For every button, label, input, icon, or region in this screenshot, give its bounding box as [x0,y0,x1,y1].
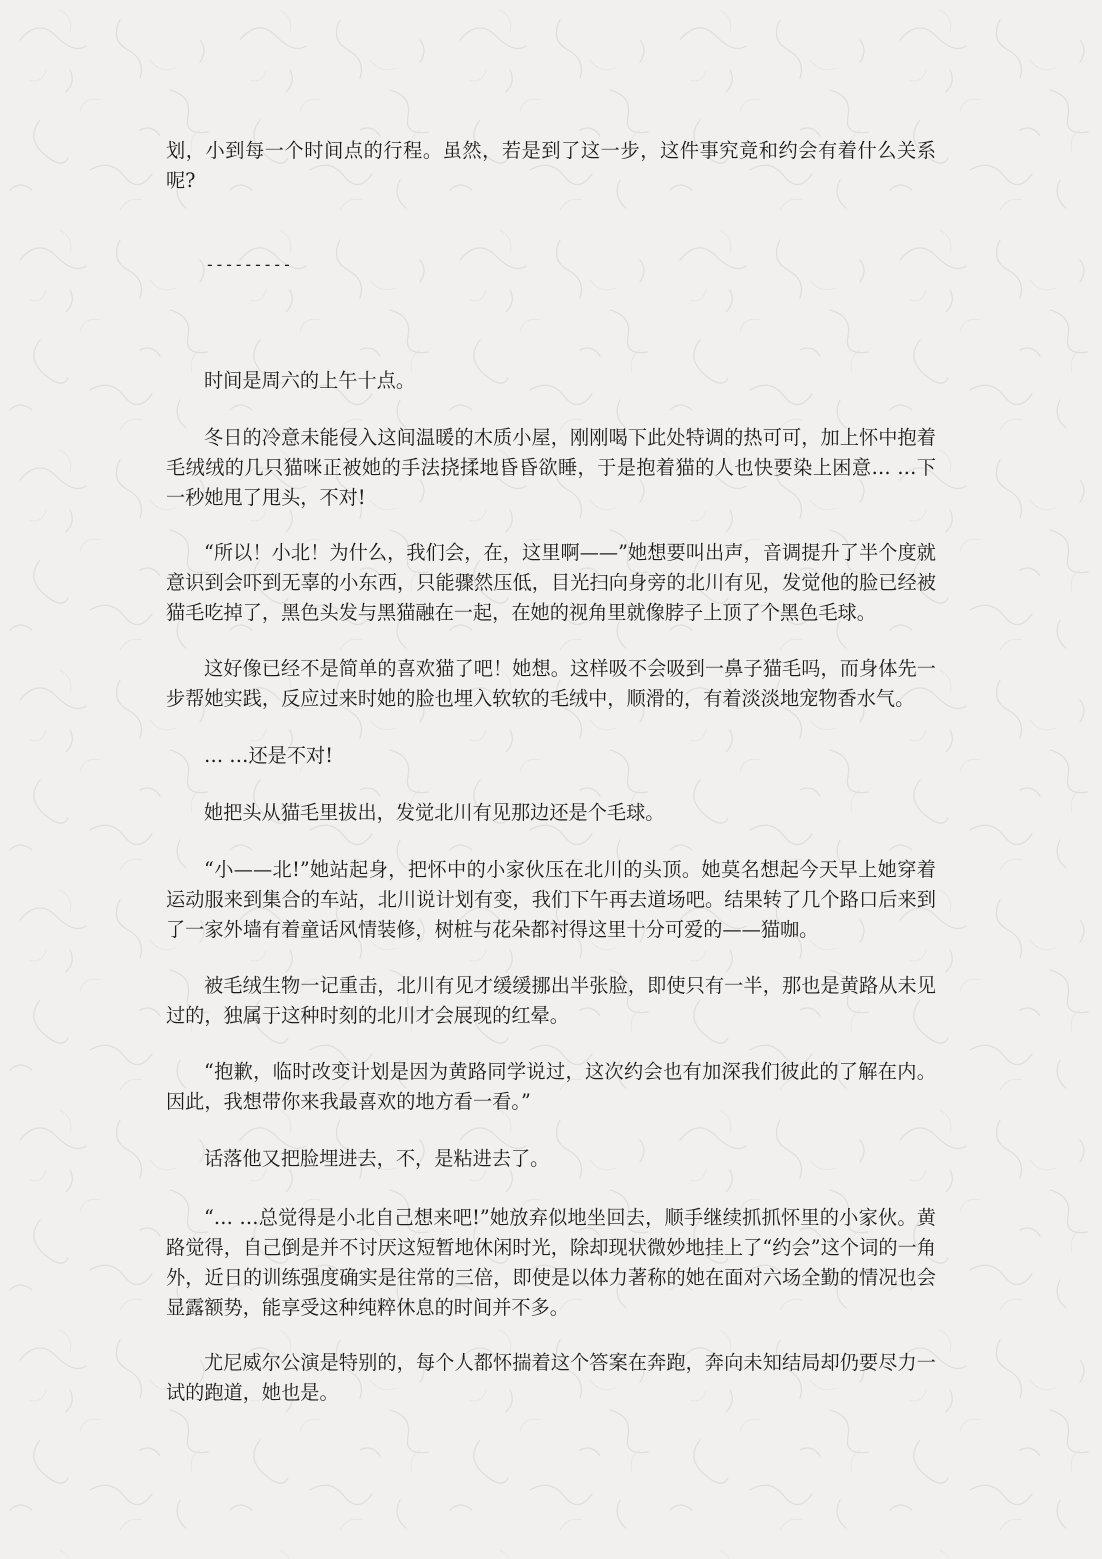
paragraph: “小——北!”她站起身，把怀中的小家伙压在北川的头顶。她莫名想起今天早上她穿着运动服来到集合的车站，北川说计划有变，我们下午再去道场吧。结果转了几个路口后来到了一家外墙有着童话风情装修，树桩与花朵都衬得这里十分可爱的——猫咖。 [166,858,936,941]
paragraph: 被毛绒生物一记重击，北川有见才缓缓挪出半张脸，即使只有一半，那也是黄路从未见过的，独属于这种时刻的北川才会展现的红晕。 [166,974,936,1027]
paragraph: 尤尼威尔公演是特别的，每个人都怀揣着这个答案在奔跑，奔向未知结局却仍要尽力一试的跑道，她也是。 [166,1351,936,1404]
section-divider: --------- [205,255,292,274]
paragraph: … …还是不对! [204,744,333,767]
paragraph: 冬日的冷意未能侵入这间温暖的木质小屋，刚刚喝下此处特调的热可可，加上怀中抱着毛绒绒的几只猫咪正被她的手法挠揉地昏昏欲睡，于是抱着猫的人也快要染上困意… …下一秒她甩了甩头，不对! [166,426,936,509]
paragraph: 划，小到每一个时间点的行程。虽然，若是到了这一步，这件事究竟和约会有着什么关系呢? [166,139,936,192]
paragraph: 她把头从猫毛里拔出，发觉北川有见那边还是个毛球。 [204,801,665,824]
paragraph: 这好像已经不是简单的喜欢猫了吧！她想。这样吸不会吸到一鼻子猫毛吗，而身体先一步帮她实践，反应过来时她的脸也埋入软软的毛绒中，顺滑的，有着淡淡地宠物香水气。 [166,657,936,710]
paragraph: “抱歉，临时改变计划是因为黄路同学说过，这次约会也有加深我们彼此的了解在内。因此，我想带你来我最喜欢的地方看一看。” [166,1060,936,1113]
paragraph: 时间是周六的上午十点。 [204,369,416,392]
paragraph: 话落他又把脸埋进去，不，是粘进去了。 [204,1147,550,1170]
paragraph: “… …总觉得是小北自己想来吧!”她放弃似地坐回去，顺手继续抓抓怀里的小家伙。黄路觉得，自己倒是并不讨厌这短暂地休闲时光，除却现状微妙地挂上了“约会”这个词的一角外，近日的训练强度确实是往常的三倍，即使是以体力著称的她在面对六场全勤的情况也会显露额势，能享受这种纯粹休息的时间并不多。 [166,1206,936,1319]
paragraph: “所以！小北！为什么，我们会，在，这里啊——”她想要叫出声，音调提升了半个度就意识到会吓到无辜的小东西，只能骤然压低，目光扫向身旁的北川有见，发觉他的脸已经被猫毛吃掉了，黑色头发与黑猫融在一起，在她的视角里就像脖子上顶了个黑色毛球。 [166,541,936,624]
